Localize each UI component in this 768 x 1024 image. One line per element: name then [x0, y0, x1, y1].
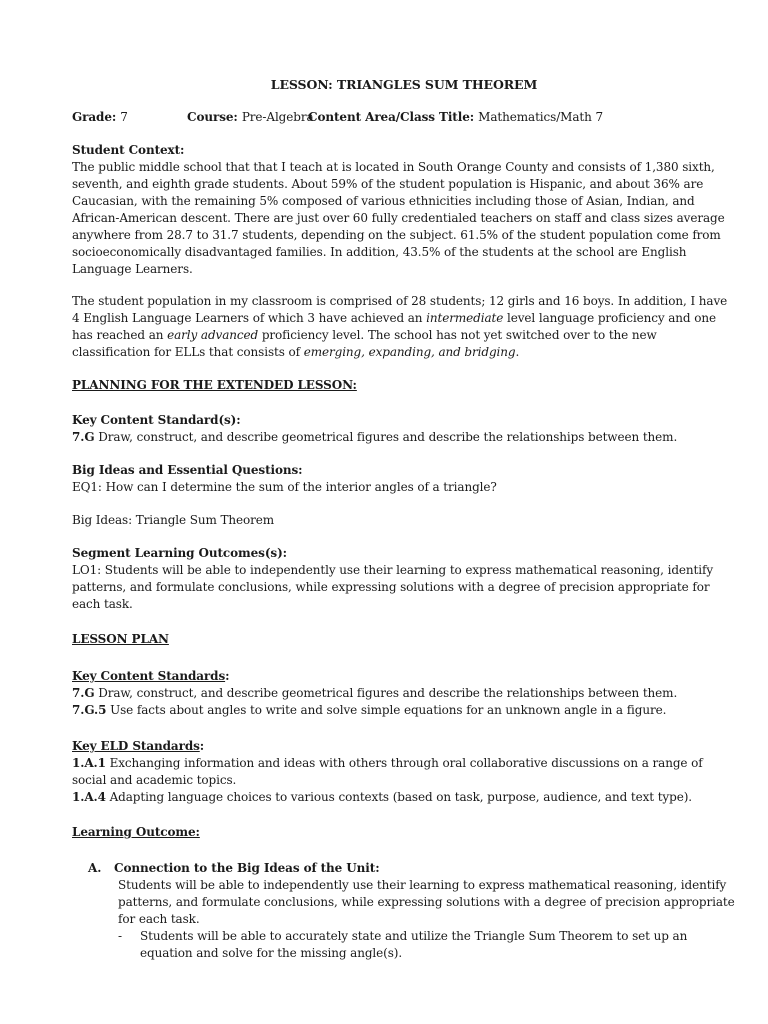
standard-code: 1.A.4 [72, 790, 106, 804]
course-info-line [72, 109, 736, 126]
student-context-heading: Student Context: [72, 143, 185, 157]
lesson-standard-1: 7.G Draw, construct, and describe geometrical figures and describe the relationships between them. [72, 686, 678, 700]
grade-label: Grade: [72, 110, 117, 124]
standard-code: 7.G [72, 430, 95, 444]
grade-value: 7 [120, 110, 128, 124]
course-label: Course: [187, 110, 238, 124]
content-area-label: Content Area/Class Title: [308, 110, 475, 124]
learning-outcome-heading: Learning Outcome: [72, 825, 200, 839]
eld-standard-1: 1.A.1 Exchanging information and ideas with others through oral collaborative discussions on a range of social and academic topics. [72, 756, 703, 787]
planning-heading-block [72, 377, 736, 394]
essential-question-1: EQ1: How can I determine the sum of the interior angles of a triangle? [72, 480, 497, 494]
proficiency-early-advanced: early advanced [167, 328, 259, 342]
student-context-paragraph-2: The student population in my classroom is comprised of 28 students; 12 girls and 16 boys. In addition, I have 4 English Language Learners of which 3 have achieved an intermediate level language proficiency and one has reached an early advanced proficiency level. The school has not yet switched over to the new classification for ELLs that consists of emerging, expanding, and bridging. [72, 294, 728, 359]
learning-outcome-1: LO1: Students will be able to independently use their learning to express mathematical reasoning, identify patterns, and formulate conclusions, while expressing solutions with a degree of precision appropriate for each task. [72, 563, 714, 611]
planning-heading: PLANNING FOR THE EXTENDED LESSON: [72, 378, 357, 392]
connection-heading: A. Connection to the Big Ideas of the Unit: [88, 861, 380, 875]
learning-outcome-heading-block [72, 824, 736, 841]
lesson-kcs-heading: Key Content Standards: [72, 669, 230, 683]
lesson-plan-heading: LESSON PLAN [72, 632, 169, 646]
lesson-title: LESSON: TRIANGLES SUM THEOREM [270, 77, 538, 92]
standard-code: 7.G.5 [72, 703, 107, 717]
bullet-text: Students will be able to accurately state and utilize the Triangle Sum Theorem to set up an equation and solve for the missing angle(s). [140, 929, 688, 960]
proficiency-intermediate: intermediate [426, 311, 504, 325]
slo-heading: Segment Learning Outcomes(s): [72, 546, 287, 560]
grade-field [72, 109, 187, 126]
ell-classification-terms: emerging, expanding, and bridging [303, 345, 516, 359]
lesson-plan-heading-block [72, 631, 736, 648]
big-ideas-section [72, 462, 736, 496]
eld-standard-2: 1.A.4 Adapting language choices to various contexts (based on task, purpose, audience, and text type). [72, 790, 692, 804]
big-ideas-heading: Big Ideas and Essential Questions: [72, 463, 303, 477]
planning-kcs-heading: Key Content Standard(s): [72, 413, 241, 427]
course-field [187, 109, 314, 126]
classroom-population-section [72, 293, 736, 361]
student-context-paragraph-1: The public middle school that that I teach at is located in South Orange County and consists of 1,380 sixth, seventh, and eighth grade students. About 59% of the student population is Hispanic, and about 36% are Caucasian, with the remaining 5% composed of various ethnicities including those of Asian, Indian, and African-American descent. There are just over 60 fully credentialed teachers on staff and class sizes average anywhere from 28.7 to 31.7 students, depending on the subject. 61.5% of the student population come from socioeconomically disadvantaged families. In addition, 43.5% of the students at the school are English Language Learners. [72, 160, 725, 276]
list-letter: A. [88, 861, 102, 875]
connection-big-ideas-section [72, 860, 736, 962]
standard-code: 1.A.1 [72, 756, 106, 770]
segment-learning-outcomes-section [72, 545, 736, 613]
content-area-field [308, 109, 603, 126]
content-area-value: Mathematics/Math 7 [478, 110, 603, 124]
key-eld-standards [72, 738, 736, 806]
standard-code: 7.G [72, 686, 95, 700]
big-ideas-line: Big Ideas: Triangle Sum Theorem [72, 513, 275, 527]
planning-key-content-standard [72, 412, 736, 446]
course-value: Pre-Algebra [241, 110, 314, 124]
eld-heading: Key ELD Standards: [72, 739, 205, 753]
bullet-dash: - [118, 929, 122, 943]
planning-kcs-item: 7.G Draw, construct, and describe geometrical figures and describe the relationships between them. [72, 430, 678, 444]
student-context-section [72, 142, 736, 278]
connection-body: Students will be able to independently use their learning to express mathematical reasoning, identify patterns, and formulate conclusions, while expressing solutions with a degree of precision appropriate for each task. [118, 878, 735, 926]
bullet-item [72, 928, 736, 962]
lesson-key-content-standards [72, 668, 736, 719]
lesson-standard-2: 7.G.5 Use facts about angles to write and solve simple equations for an unknown angle in a figure. [72, 703, 667, 717]
big-ideas-line-block [72, 512, 736, 529]
